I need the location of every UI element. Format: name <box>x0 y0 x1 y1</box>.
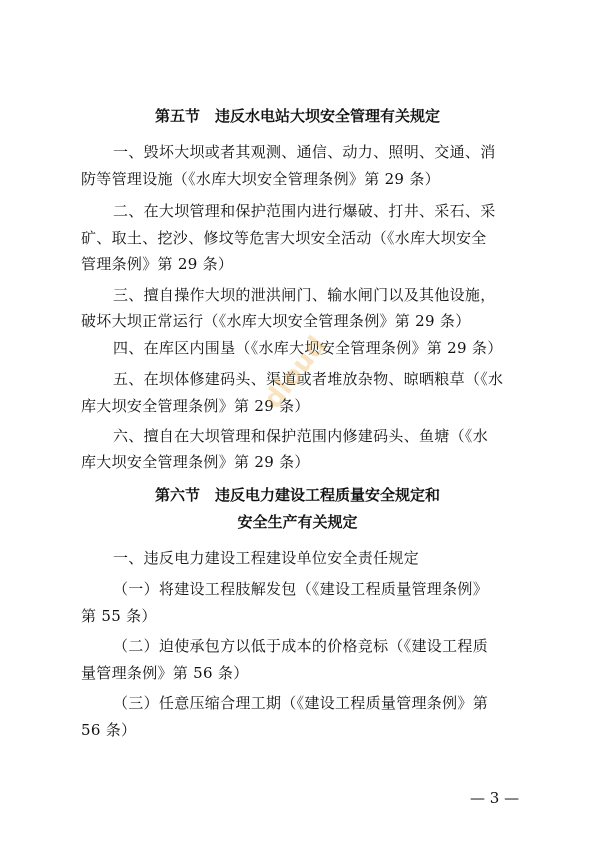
paragraph-line: （一）将建设工程肢解发包（《建设工程质量管理条例》 <box>113 580 489 598</box>
paragraph-line: 防等管理设施（《水库大坝安全管理条例》第 29 条） <box>81 170 440 188</box>
section-6-heading: 第六节 违反电力建设工程质量安全规定和 <box>154 486 440 504</box>
paragraph-line: 矿、取土、挖沙、修坟等危害大坝安全活动（《水库大坝安全 <box>81 229 487 247</box>
paragraph-line: 第 55 条） <box>81 607 157 625</box>
paragraph-line: （三）任意压缩合理工期（《建设工程质量管理条例》第 <box>113 694 489 712</box>
paragraph-line: 六、擅自在大坝管理和保护范围内修建码头、鱼塘（《水 <box>113 427 489 445</box>
paragraph-line: （二）迫使承包方以低于成本的价格竞标（《建设工程质 <box>113 637 489 655</box>
paragraph-line: 量管理条例》第 56 条） <box>81 664 249 682</box>
paragraph-line: 三、擅自操作大坝的泄洪闸门、输水闸门以及其他设施， <box>113 286 496 304</box>
section-6-heading-continued: 安全生产有关规定 <box>237 513 358 531</box>
paragraph-line: 五、在坝体修建码头、渠道或者堆放杂物、晾晒粮草（《水 <box>113 370 504 388</box>
paragraph-line: 二、在大坝管理和保护范围内进行爆破、打井、采石、采 <box>113 202 496 220</box>
paragraph-line: 四、在库区内围垦（《水库大坝安全管理条例》第 29 条） <box>113 339 503 357</box>
watermark: dloud <box>258 330 333 415</box>
paragraph-line: 库大坝安全管理条例》第 29 条） <box>81 453 310 471</box>
paragraph-line: 一、违反电力建设工程建设单位安全责任规定 <box>113 549 420 567</box>
section-5-heading: 第五节 违反水电站大坝安全管理有关规定 <box>154 107 440 125</box>
paragraph-line: 56 条） <box>81 721 137 739</box>
paragraph-line: 破坏大坝正常运行（《水库大坝安全管理条例》第 29 条） <box>81 312 471 330</box>
paragraph-line: 库大坝安全管理条例》第 29 条） <box>81 397 310 415</box>
paragraph-line: 管理条例》第 29 条） <box>81 255 234 273</box>
paragraph-line: 一、毁坏大坝或者其观测、通信、动力、照明、交通、消 <box>113 143 496 161</box>
page-number: — 3 — <box>470 789 520 807</box>
